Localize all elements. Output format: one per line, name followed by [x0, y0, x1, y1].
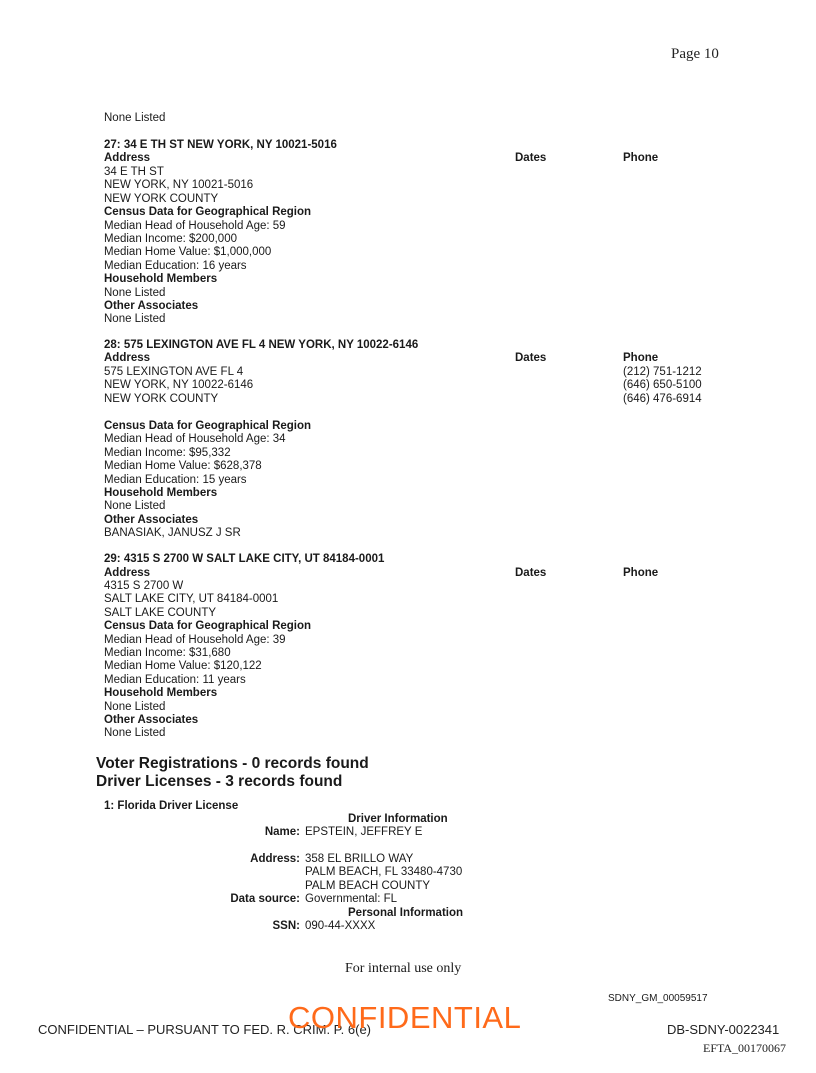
- ssn-value: 090-44-XXXX: [305, 920, 376, 932]
- phone-number: (212) 751-1212: [623, 366, 702, 378]
- census-line: Median Head of Household Age: 59: [104, 219, 286, 232]
- census-line: Median Home Value: $1,000,000: [104, 246, 272, 259]
- census-line: Median Head of Household Age: 34: [104, 433, 286, 446]
- phone-number: (646) 476-6914: [623, 392, 702, 405]
- license-title: 1: Florida Driver License: [104, 800, 239, 812]
- voter-registrations-heading: Voter Registrations - 0 records found: [96, 755, 369, 772]
- census-block: [104, 420, 311, 541]
- personal-info-label: Personal Information: [348, 907, 464, 919]
- census-label: Census Data for Geographical Region: [104, 620, 312, 633]
- bates-gm: SDNY_GM_00059517: [608, 993, 708, 1004]
- page-number: Page 10: [671, 46, 719, 62]
- address-line: SALT LAKE CITY, UT 84184-0001: [104, 593, 279, 606]
- address-line: 4315 S 2700 W: [104, 580, 184, 592]
- address-line: 575 LEXINGTON AVE FL 4: [104, 366, 244, 378]
- associates-label: Other Associates: [104, 513, 199, 526]
- dates-label: Dates: [515, 152, 547, 164]
- household-label: Household Members: [104, 487, 218, 500]
- dates-label: Dates: [515, 352, 547, 364]
- associates-label: Other Associates: [104, 714, 199, 727]
- address-label: Address: [104, 567, 151, 579]
- address-line: NEW YORK, NY 10021-5016: [104, 179, 254, 192]
- dates-label: Dates: [515, 567, 547, 579]
- household-label: Household Members: [104, 273, 218, 286]
- driver-licenses-heading: Driver Licenses - 3 records found: [96, 773, 343, 790]
- confidential-notice: CONFIDENTIAL – PURSUANT TO FED. R. CRIM. P. 6(e): [38, 1022, 372, 1037]
- census-line: Median Income: $200,000: [104, 233, 237, 246]
- driver-info-label: Driver Information: [348, 813, 448, 825]
- census-line: Median Education: 11 years: [104, 673, 246, 686]
- address-line: NEW YORK COUNTY: [104, 192, 219, 205]
- census-label: Census Data for Geographical Region: [104, 206, 312, 219]
- bates-db: DB-SDNY-0022341: [667, 1022, 780, 1037]
- phone-label: Phone: [623, 352, 659, 364]
- address-lines: [104, 366, 253, 406]
- internal-use-note: For internal use only: [345, 961, 462, 976]
- household-value: None Listed: [104, 700, 166, 713]
- data-source-label: Data source:: [230, 893, 300, 905]
- address-line: PALM BEACH COUNTY: [305, 879, 431, 892]
- address-line: 34 E TH ST: [104, 166, 164, 178]
- household-label: Household Members: [104, 687, 218, 700]
- census-line: Median Home Value: $628,378: [104, 460, 262, 473]
- associates-value: None Listed: [104, 727, 166, 740]
- address-line: SALT LAKE COUNTY: [104, 606, 217, 619]
- data-source-value: Governmental: FL: [305, 893, 398, 905]
- none-listed-top: None Listed: [104, 112, 166, 124]
- record-heading: 28: 575 LEXINGTON AVE FL 4 NEW YORK, NY 10022-6146: [104, 339, 419, 351]
- census-label: Census Data for Geographical Region: [104, 420, 312, 432]
- phone-number: (646) 650-5100: [623, 379, 702, 392]
- license-address: [305, 853, 462, 893]
- phone-list: [623, 366, 702, 406]
- address-line: PALM BEACH, FL 33480-4730: [305, 866, 463, 879]
- address-line: NEW YORK, NY 10022-6146: [104, 379, 254, 392]
- efta-number: EFTA_00170067: [703, 1041, 787, 1055]
- associates-value: BANASIAK, JANUSZ J SR: [104, 527, 241, 540]
- ssn-label: SSN:: [272, 920, 300, 932]
- address-label: Address: [104, 352, 151, 364]
- address-lines: [104, 580, 311, 741]
- household-value: None Listed: [104, 286, 166, 299]
- address-label: Address: [104, 152, 151, 164]
- phone-label: Phone: [623, 152, 659, 164]
- census-line: Median Home Value: $120,122: [104, 660, 262, 673]
- name-value: EPSTEIN, JEFFREY E: [305, 826, 423, 838]
- census-line: Median Income: $31,680: [104, 647, 231, 660]
- census-line: Median Head of Household Age: 39: [104, 633, 286, 646]
- associates-value: None Listed: [104, 313, 166, 326]
- phone-label: Phone: [623, 567, 659, 579]
- record-heading: 27: 34 E TH ST NEW YORK, NY 10021-5016: [104, 139, 337, 151]
- name-label: Name:: [264, 826, 300, 838]
- address-label: Address:: [250, 853, 300, 865]
- record-heading: 29: 4315 S 2700 W SALT LAKE CITY, UT 84184-0001: [104, 553, 385, 565]
- census-line: Median Education: 15 years: [104, 473, 247, 486]
- census-line: Median Income: $95,332: [104, 446, 231, 459]
- associates-label: Other Associates: [104, 300, 199, 313]
- address-line: NEW YORK COUNTY: [104, 392, 219, 405]
- address-lines: [104, 166, 311, 327]
- address-line: 358 EL BRILLO WAY: [305, 853, 414, 865]
- confidential-stamp: CONFIDENTIAL: [288, 1000, 522, 1035]
- census-line: Median Education: 16 years: [104, 259, 247, 272]
- household-value: None Listed: [104, 500, 166, 513]
